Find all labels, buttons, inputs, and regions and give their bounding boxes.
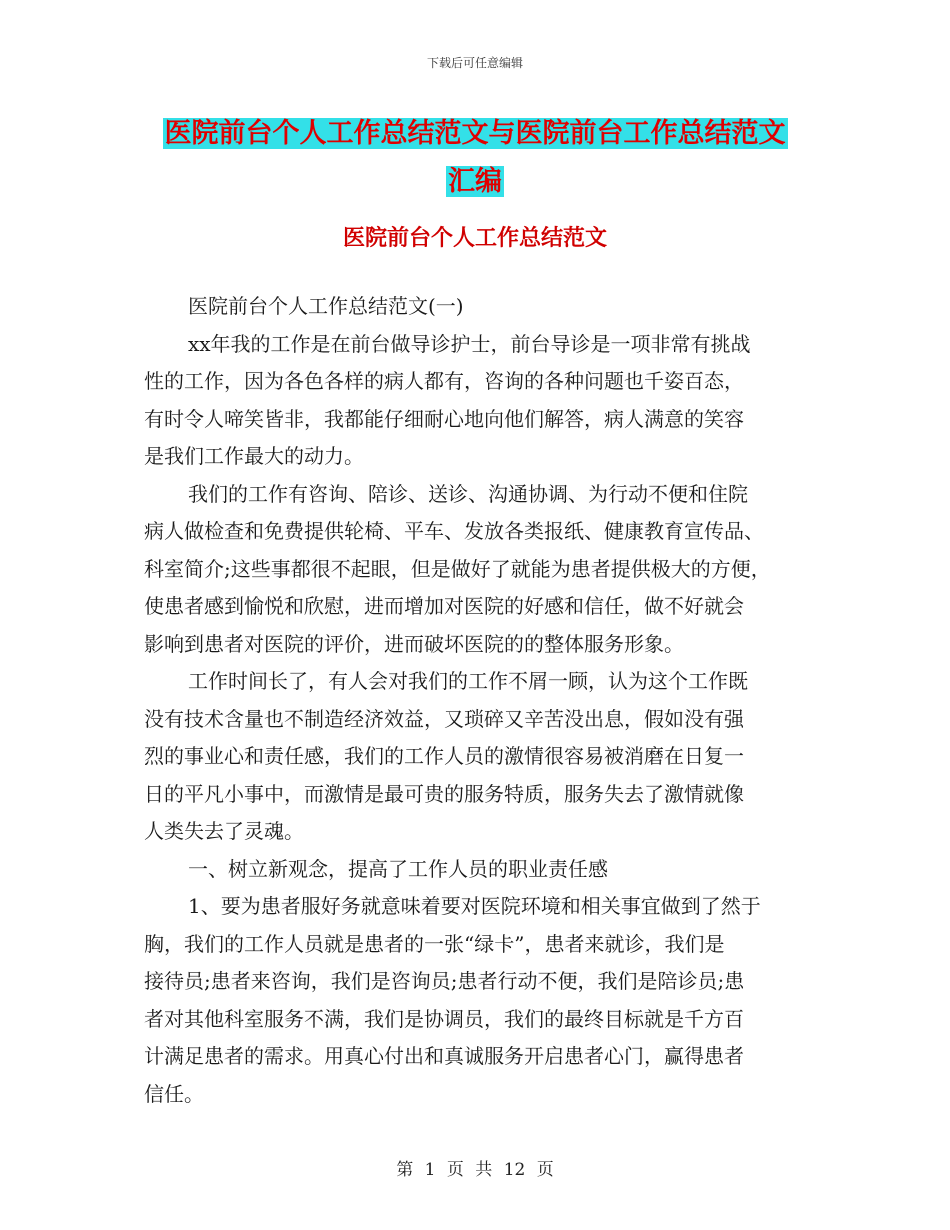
text-line: 1、要为患者服好务就意味着要对医院环境和相关事宜做到了然于 xyxy=(188,894,761,918)
text-line: 科室简介;这些事都很不起眼，但是做好了就能为患者提供极大的方便， xyxy=(144,556,771,581)
header-note: 下载后可任意编辑 xyxy=(426,56,523,70)
text-line: 影响到患者对医院的评价，进而破坏医院的的整体服务形象。 xyxy=(144,631,684,656)
text-line: 使患者感到愉悦和欣慰，进而增加对医院的好感和信任，做不好就会 xyxy=(144,594,744,618)
text-line: xx年我的工作是在前台做导诊护士，前台导诊是一项非常有挑战 xyxy=(188,331,751,356)
page-number-footer: 第 1 页 共 12 页 xyxy=(396,1160,554,1180)
document-title-line-1 xyxy=(0,110,950,158)
text-line: 计满足患者的需求。用真心付出和真诚服务开启患者心门，赢得患者 xyxy=(144,1044,744,1068)
text-line: 是我们工作最大的动力。 xyxy=(144,444,364,468)
text-line: 一、树立新观念，提高了工作人员的职业责任感 xyxy=(188,856,608,881)
text-line: 工作时间长了，有人会对我们的工作不屑一顾，认为这个工作既 xyxy=(188,669,748,693)
document-body xyxy=(144,288,812,1113)
paragraph-4 xyxy=(144,888,812,1113)
paragraph-subtitle xyxy=(144,288,812,326)
text-line: 病人做检查和免费提供轮椅、平车、发放各类报纸、健康教育宣传品、 xyxy=(144,519,764,543)
text-line: 日的平凡小事中，而激情是最可贵的服务特质，服务失去了激情就像 xyxy=(144,781,744,806)
title-highlight-1: 医院前台个人工作总结范文与医院前台工作总结范文 xyxy=(164,118,786,149)
text-line: 信任。 xyxy=(144,1081,204,1106)
text-line: 者对其他科室服务不满，我们是协调员，我们的最终目标就是千方百 xyxy=(144,1006,744,1031)
text-line: 性的工作，因为各色各样的病人都有，咨询的各种问题也千姿百态， xyxy=(144,369,744,393)
paragraph-2 xyxy=(144,476,812,664)
title-highlight-2: 汇编 xyxy=(448,166,502,197)
heading-section-1 xyxy=(144,851,812,889)
text-line: 没有技术含量也不制造经济效益，又琐碎又辛苦没出息，假如没有强 xyxy=(144,706,744,731)
section-title: 医院前台个人工作总结范文 xyxy=(342,226,607,251)
text-line: 胸，我们的工作人员就是患者的一张“绿卡”，患者来就诊，我们是 xyxy=(144,931,725,956)
text-line: 烈的事业心和责任感，我们的工作人员的激情很容易被消磨在日复一 xyxy=(144,744,744,768)
paragraph-1 xyxy=(144,326,812,476)
text-line: 接待员;患者来咨询，我们是咨询员;患者行动不便，我们是陪诊员;患 xyxy=(144,969,745,993)
document-title xyxy=(0,110,950,206)
paragraph-3 xyxy=(144,663,812,851)
text-line: 有时令人啼笑皆非，我都能仔细耐心地向他们解答，病人满意的笑容 xyxy=(144,406,744,431)
text-line: 医院前台个人工作总结范文(一) xyxy=(188,294,464,318)
text-line: 人类失去了灵魂。 xyxy=(144,819,304,843)
document-title-line-2 xyxy=(0,158,950,206)
text-line: 我们的工作有咨询、陪诊、送诊、沟通协调、为行动不便和住院 xyxy=(188,481,748,506)
